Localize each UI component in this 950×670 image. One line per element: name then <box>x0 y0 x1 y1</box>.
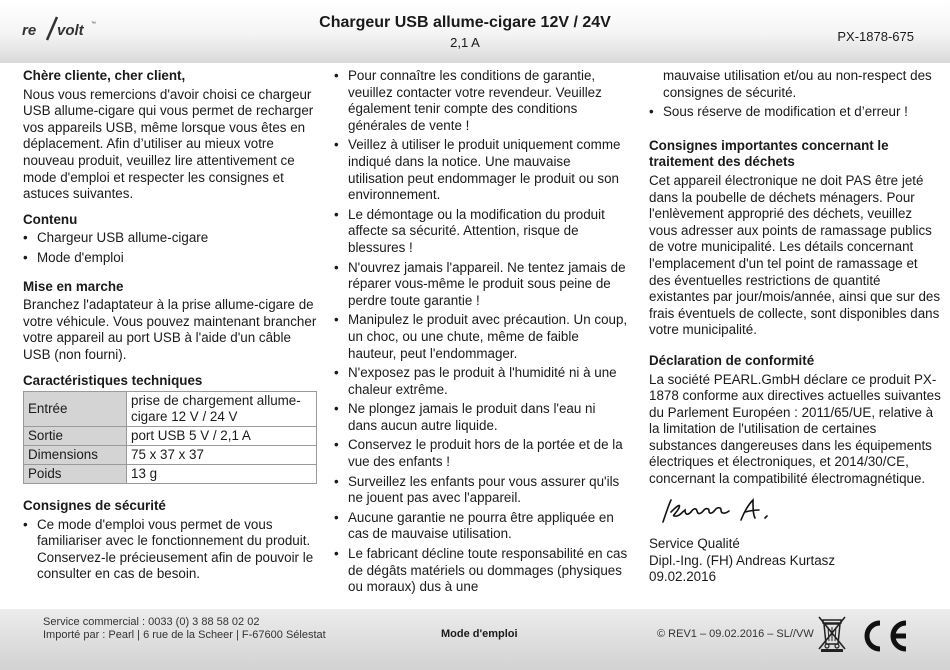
reserve-list <box>649 104 941 121</box>
ce-mark-icon <box>856 617 912 655</box>
greeting-heading: Chère cliente, cher client, <box>23 68 186 83</box>
list-item: • Manipulez le produit avec précaution. Un coup, un choc, ou une chute, même de faible hauteur, peut l'endommager. <box>334 312 628 362</box>
safety-list <box>23 517 319 583</box>
conformity-text: La société PEARL.GmbH déclare ce produit PX-1878 conforme aux directives actuelles suivantes du Parlement Européen : 2011/65/UE, relative à la limitation de l'utilisation de certaines substances dangereuses dans les équipements électriques et électroniques, et 2014/30/CE, concernant la compatibilité électromagnétique. <box>649 371 941 487</box>
spec-label: Dimensions <box>24 446 127 465</box>
spec-label: Entrée <box>24 392 127 427</box>
contents-heading: Contenu <box>23 211 78 227</box>
column-2 <box>334 68 628 599</box>
start-heading: Mise en marche <box>23 278 124 294</box>
spec-label: Sortie <box>24 427 127 446</box>
safety-heading: Consignes de sécurité <box>23 498 166 514</box>
list-item: • Aucune garantie ne pourra être appliquée en cas de mauvaise utilisation. <box>334 510 628 543</box>
table-row <box>24 465 317 484</box>
list-item: • Pour connaître les conditions de garantie, veuillez contacter votre revendeur. Veuillez également tenir compte des conditions générales de vente ! <box>334 68 628 134</box>
svg-text:™: ™ <box>91 21 96 27</box>
spec-label: Poids <box>24 465 127 484</box>
spec-value: port USB 5 V / 2,1 A <box>127 427 317 446</box>
list-item: • Sous réserve de modification et d’erreur ! <box>649 104 941 121</box>
list-item: • Le démontage ou la modification du produit affecte sa sécurité. Attention, risque de blessures ! <box>334 207 628 257</box>
safety-list-continued <box>334 68 628 596</box>
list-item: • Surveillez les enfants pour vous assurer qu'ils ne jouent pas avec l'appareil. <box>334 474 628 507</box>
intro-text: Nous vous remercions d'avoir choisi ce chargeur USB allume-cigare qui vous permet de recharger vos appareils USB, même lorsque vous êtes en déplacement. Afin d’utiliser au mieux votre nouveau produit, veuillez lire attentivement ce mode d'emploi et respecter les consignes et astuces suivantes. <box>23 86 314 202</box>
product-title: Chargeur USB allume-cigare 12V / 24V <box>319 14 611 31</box>
list-item: • Le fabricant décline toute responsabilité en cas de dégâts matériels ou dommages (physiques ou moraux) dus à une <box>334 546 628 596</box>
signature-image <box>649 494 809 532</box>
list-item: • Conservez le produit hors de la portée et de la vue des enfants ! <box>334 437 628 470</box>
page-footer <box>0 609 950 670</box>
start-text: Branchez l'adaptateur à la prise allume-cigare de votre véhicule. Vous pouvez maintenant brancher votre appareil au port USB à l'aide d'un câble USB (non fourni). <box>23 297 317 362</box>
product-subtitle: 2,1 A <box>450 35 480 50</box>
service-phone: Service commercial : 0033 (0) 3 88 58 02 02 <box>43 616 260 628</box>
article-number: PX-1878-675 <box>837 29 914 44</box>
revolt-logo <box>20 14 100 44</box>
list-item: • N'ouvrez jamais l'appareil. Ne tentez jamais de réparer vous-même le produit sous peine de perdre toute garantie ! <box>334 260 628 310</box>
column-3 <box>649 68 941 586</box>
waste-heading: Consignes importantes concernant le traitement des déchets <box>649 137 889 170</box>
revision-info: © REV1 – 09.02.2016 – SL//VW <box>657 628 814 640</box>
document-type: Mode d'emploi <box>441 628 518 640</box>
specs-table <box>23 391 317 484</box>
list-item: • N'exposez pas le produit à l'humidité ni à une chaleur extrême. <box>334 365 628 398</box>
signature-name: Dipl.-Ing. (FH) Andreas Kurtasz <box>649 552 836 568</box>
signature-date: 09.02.2016 <box>649 569 717 585</box>
list-item: • Ne plongez jamais le produit dans l'eau ni dans aucun autre liquide. <box>334 401 628 434</box>
spec-value: 75 x 37 x 37 <box>127 446 317 465</box>
signature-service: Service Qualité <box>649 536 740 552</box>
svg-text:volt: volt <box>57 22 84 39</box>
svg-text:re: re <box>22 22 37 39</box>
specs-heading: Caractéristiques techniques <box>23 372 203 388</box>
importer-address: Importé par : Pearl | 6 rue de la Scheer | F-67600 Sélestat <box>43 629 326 641</box>
table-row <box>24 446 317 465</box>
table-row <box>24 392 317 427</box>
conformity-heading: Déclaration de conformité <box>649 352 815 368</box>
spec-value: 13 g <box>127 465 317 484</box>
table-row <box>24 427 317 446</box>
list-item: • Mode d'emploi <box>23 250 319 267</box>
safety-continuation: mauvaise utilisation et/ou au non-respect des consignes de sécurité. <box>663 68 932 100</box>
spec-value: prise de chargement allume-cigare 12 V / 24 V <box>127 392 317 427</box>
list-item: • Chargeur USB allume-cigare <box>23 230 319 247</box>
weee-bin-icon <box>816 614 848 652</box>
list-item: • Ce mode d'emploi vous permet de vous familiariser avec le fonctionnement du produit. Conservez-le précieusement afin de pouvoir le consulter en cas de besoin. <box>23 517 319 583</box>
list-item: • Veillez à utiliser le produit uniquement comme indiqué dans la notice. Une mauvaise utilisation peut endommager le produit ou son environnement. <box>334 137 628 203</box>
contents-list <box>23 230 319 266</box>
page-header <box>0 0 950 63</box>
waste-text: Cet appareil électronique ne doit PAS être jeté dans la poubelle de déchets ménagers. Pour l'enlèvement approprié des déchets, veuillez vous adresser aux points de ramassage publics de votre municipalité. Les détails concernant l'emplacement d'un tel point de ramassage et des éventuelles restrictions de quantité existantes par jour/mois/année, ainsi que sur des frais éventuels de collecte, sont disponibles dans votre municipalité. <box>649 172 941 338</box>
column-1 <box>23 68 319 586</box>
